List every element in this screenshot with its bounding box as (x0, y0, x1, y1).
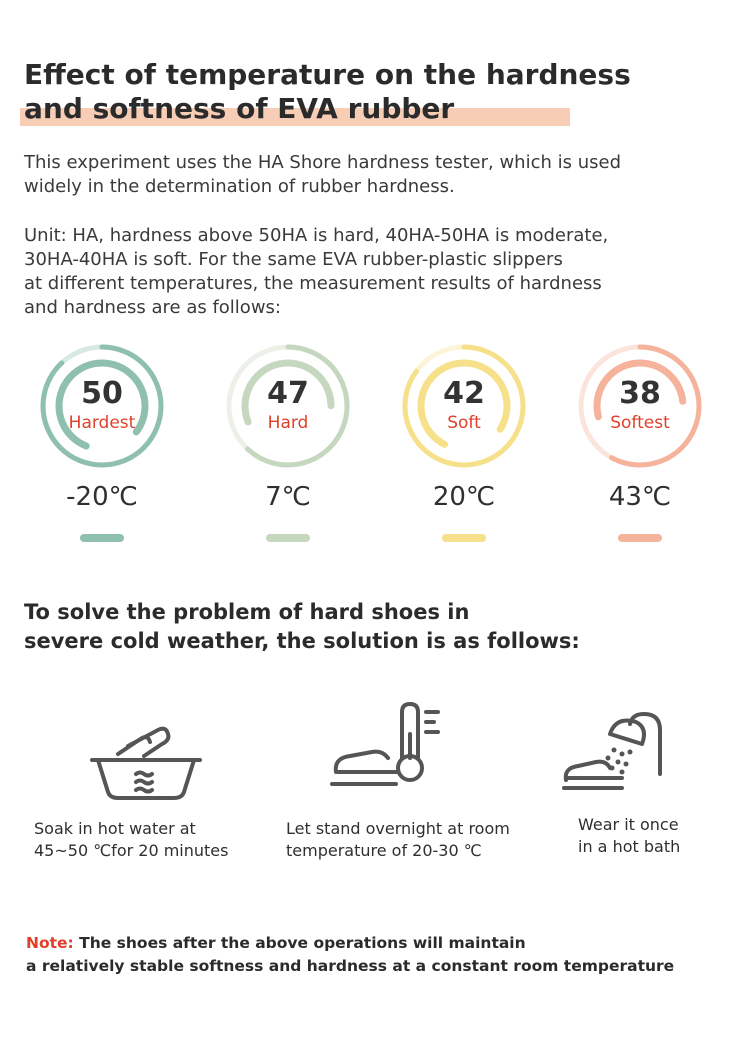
gauge-color-bar (266, 534, 310, 542)
solution-heading-line2: severe cold weather, the solution is as follows: (24, 629, 580, 653)
gauge-value: 50 (81, 376, 123, 411)
gauge-value: 47 (267, 376, 309, 411)
title-line-2: and softness of EVA rubber (24, 92, 455, 125)
intro-p2-line3: at different temperatures, the measurement results of hardness (24, 273, 602, 294)
step-1-line1: Soak in hot water at (34, 819, 196, 838)
basin-icon (88, 720, 204, 806)
step-2-text (286, 818, 510, 862)
intro-p2-line2: 30HA-40HA is soft. For the same EVA rubber-plastic slippers (24, 249, 563, 270)
gauge-temperature: 43℃ (608, 482, 672, 512)
gauge-color-bar (618, 534, 662, 542)
intro-p2-line4: and hardness are as follows: (24, 297, 281, 318)
solution-heading-line1: To solve the problem of hard shoes in (24, 600, 470, 624)
gauge-label: Soft (447, 413, 481, 433)
intro-p2-line1: Unit: HA, hardness above 50HA is hard, 40HA-50HA is moderate, (24, 225, 609, 246)
intro-paragraph-1 (24, 151, 724, 199)
step-2-line2: temperature of 20-30 ℃ (286, 841, 482, 860)
step-1-line2: 45~50 ℃for 20 minutes (34, 841, 229, 860)
step-1-text (34, 818, 228, 862)
gauge-label: Softest (610, 413, 670, 433)
note-line1: The shoes after the above operations will maintain (73, 934, 526, 952)
page-title (24, 58, 644, 126)
note-text (26, 932, 746, 978)
note-label: Note: (26, 934, 74, 952)
gauge-color-bar (442, 534, 486, 542)
intro-p1-line1: This experiment uses the HA Shore hardness tester, which is used (24, 152, 621, 173)
step-2-line1: Let stand overnight at room (286, 819, 510, 838)
step-3-line1: Wear it once (578, 815, 679, 834)
step-3-line2: in a hot bath (578, 837, 681, 856)
solution-heading (24, 598, 724, 656)
thermometer-slipper-icon (328, 700, 454, 796)
note-line2: a relatively stable softness and hardness at a constant room temperature (26, 957, 675, 975)
intro-p1-line2: widely in the determination of rubber hardness. (24, 176, 455, 197)
intro-paragraph-2 (24, 224, 724, 320)
shower-slipper-icon (560, 708, 670, 796)
gauge-color-bar (80, 534, 124, 542)
hardness-gauges (0, 344, 750, 554)
title-line-1: Effect of temperature on the hardness (24, 58, 631, 91)
gauge-temperature: -20℃ (66, 482, 138, 512)
gauge-label: Hardest (68, 413, 136, 433)
gauge-value: 38 (619, 376, 661, 411)
gauge-temperature: 7℃ (265, 482, 311, 512)
gauge-value: 42 (443, 376, 485, 411)
step-3-text (578, 814, 680, 858)
gauge-label: Hard (267, 413, 309, 433)
gauge-temperature: 20℃ (432, 482, 496, 512)
